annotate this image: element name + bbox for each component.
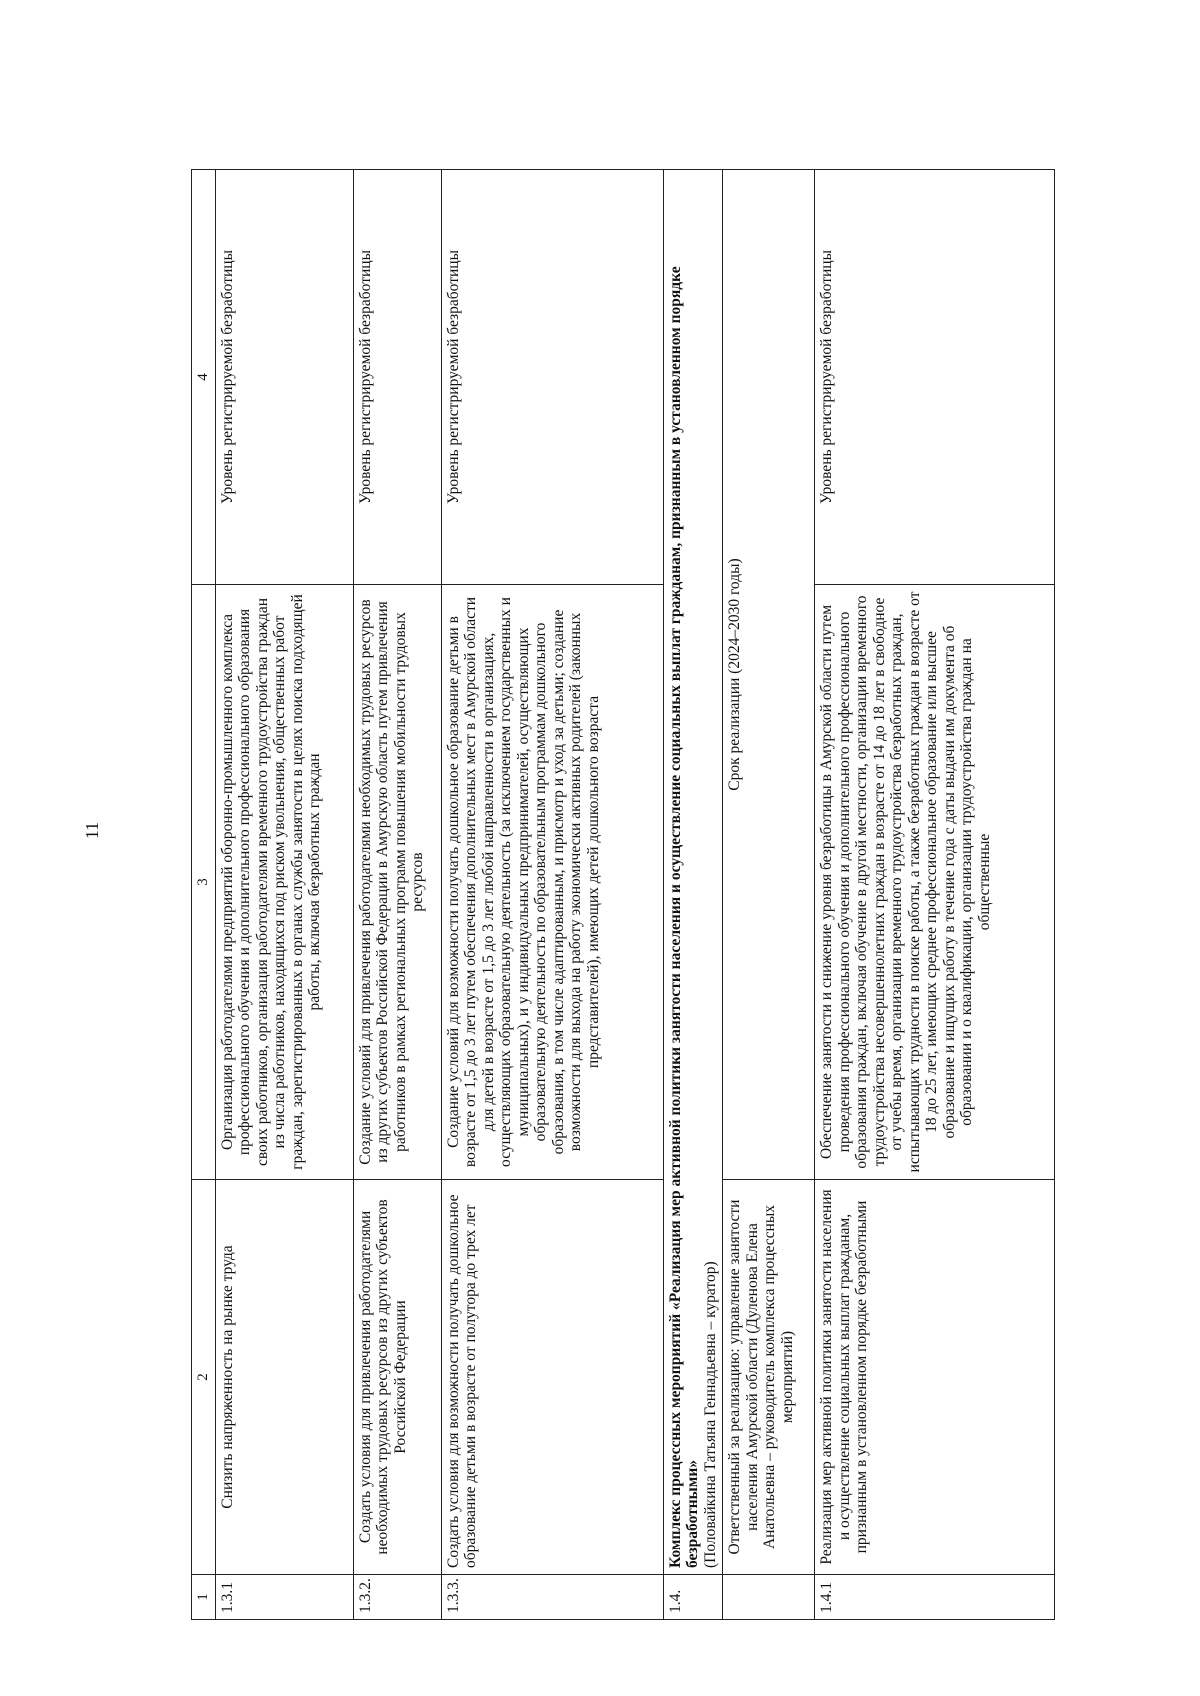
row-number: 1.3.3. — [441, 1575, 663, 1620]
indicator-cell: Уровень регистрируемой безработицы — [215, 170, 353, 585]
responsible-row — [723, 170, 815, 1620]
section-row — [663, 170, 723, 1620]
indicator-cell: Уровень регистрируемой безработицы — [441, 170, 663, 585]
task-cell: Создать условия для привлечения работодателями необходимых трудовых ресурсов из других субъектов Российской Федерации — [353, 1180, 441, 1575]
indicator-cell: Уровень регистрируемой безработицы — [815, 170, 1055, 585]
rotated-table-page — [191, 170, 1171, 1620]
section-title: Комплекс процессных мероприятий «Реализация мер активной политики занятости населения и осуществление социальных выплат гражданам, признанным в установленном порядке безработными» — [666, 266, 702, 1568]
measures-table — [191, 169, 1055, 1620]
section-number: 1.4. — [663, 1575, 723, 1620]
section-title-cell — [663, 170, 723, 1575]
section-curator: (Половайкина Татьяна Геннадьевна – куратор) — [701, 1261, 719, 1568]
description-cell: Создание условий для привлечения работодателями необходимых трудовых ресурсов из других субъектов Российской Федерации в Амурскую область путем привлечения работников в рамках региональных программ повышения мобильности трудовых ресурсов — [353, 585, 441, 1180]
description-cell: Создание условий для возможности получать дошкольное образование детьми в возрасте от 1,5 до 3 лет путем обеспечения дополнительных мест в Амурской области для детей в возрасте от 1,5 до 3 лет любой направленности в организациях, осуществляющих образовательную деятельность (за исключением государственных и муниципальных), и у индивидуальных предпринимателей, осуществляющих образовательную деятельность по образовательным программам дошкольного образования, в том числе адаптированным, и присмотр и уход за детьми; создание возможности для выхода на работу экономически активных родителей (законных представителей), имеющих детей дошкольного возраста — [441, 585, 663, 1180]
task-cell: Снизить напряженность на рынке труда — [215, 1180, 353, 1575]
description-cell: Организация работодателями предприятий оборонно-промышленного комплекса профессионального обучения и дополнительного профессионального образования своих работников, организация работодателями временного трудоустройства граждан из числа работников, находящихся под риском увольнения, общественных работ граждан, зарегистрированных в органах службы занятости в целях поиска подходящей работы, включая безработных граждан — [215, 585, 353, 1180]
table-row — [215, 170, 353, 1620]
table-row — [815, 170, 1055, 1620]
header-col-3: 3 — [192, 585, 216, 1180]
indicator-cell: Уровень регистрируемой безработицы — [353, 170, 441, 585]
responsible-cell: Ответственный за реализацию: управление занятости населения Амурской области (Дуленова Елена Анатольевна – руководитель комплекса процессных мероприятий) — [723, 1180, 815, 1575]
period-cell: Срок реализации (2024–2030 годы) — [723, 170, 815, 1180]
page-number: 11 — [82, 821, 103, 840]
empty-cell — [723, 1575, 815, 1620]
task-cell: Создать условия для возможности получать дошкольное образование детьми в возрасте от полутора до трех лет — [441, 1180, 663, 1575]
task-cell: Реализация мер активной политики занятости населения и осуществление социальных выплат гражданам, признанным в установленном порядке безработными — [815, 1180, 1055, 1575]
table-row — [353, 170, 441, 1620]
header-col-1: 1 — [192, 1575, 216, 1620]
header-col-2: 2 — [192, 1180, 216, 1575]
description-cell: Обеспечение занятости и снижение уровня безработицы в Амурской области путем проведения профессионального обучения и дополнительного профессионального образования граждан, включая обучение в другой местности, организации временного трудоустройства несовершеннолетних граждан в возрасте от 14 до 18 лет в свободное от учебы время, организации временного трудоустройства безработных граждан, испытывающих трудности в поиске работы, а также безработных граждан в возрасте от 18 до 25 лет, имеющих среднее профессиональное образование или высшее образование и ищущих работу в течение года с даты выдачи им документа об образовании и о квалификации, организации трудоустройства граждан на общественные — [815, 585, 1055, 1180]
table-row — [441, 170, 663, 1620]
row-number: 1.3.1 — [215, 1575, 353, 1620]
row-number: 1.3.2. — [353, 1575, 441, 1620]
header-col-4: 4 — [192, 170, 216, 585]
header-row — [192, 170, 216, 1620]
row-number: 1.4.1 — [815, 1575, 1055, 1620]
